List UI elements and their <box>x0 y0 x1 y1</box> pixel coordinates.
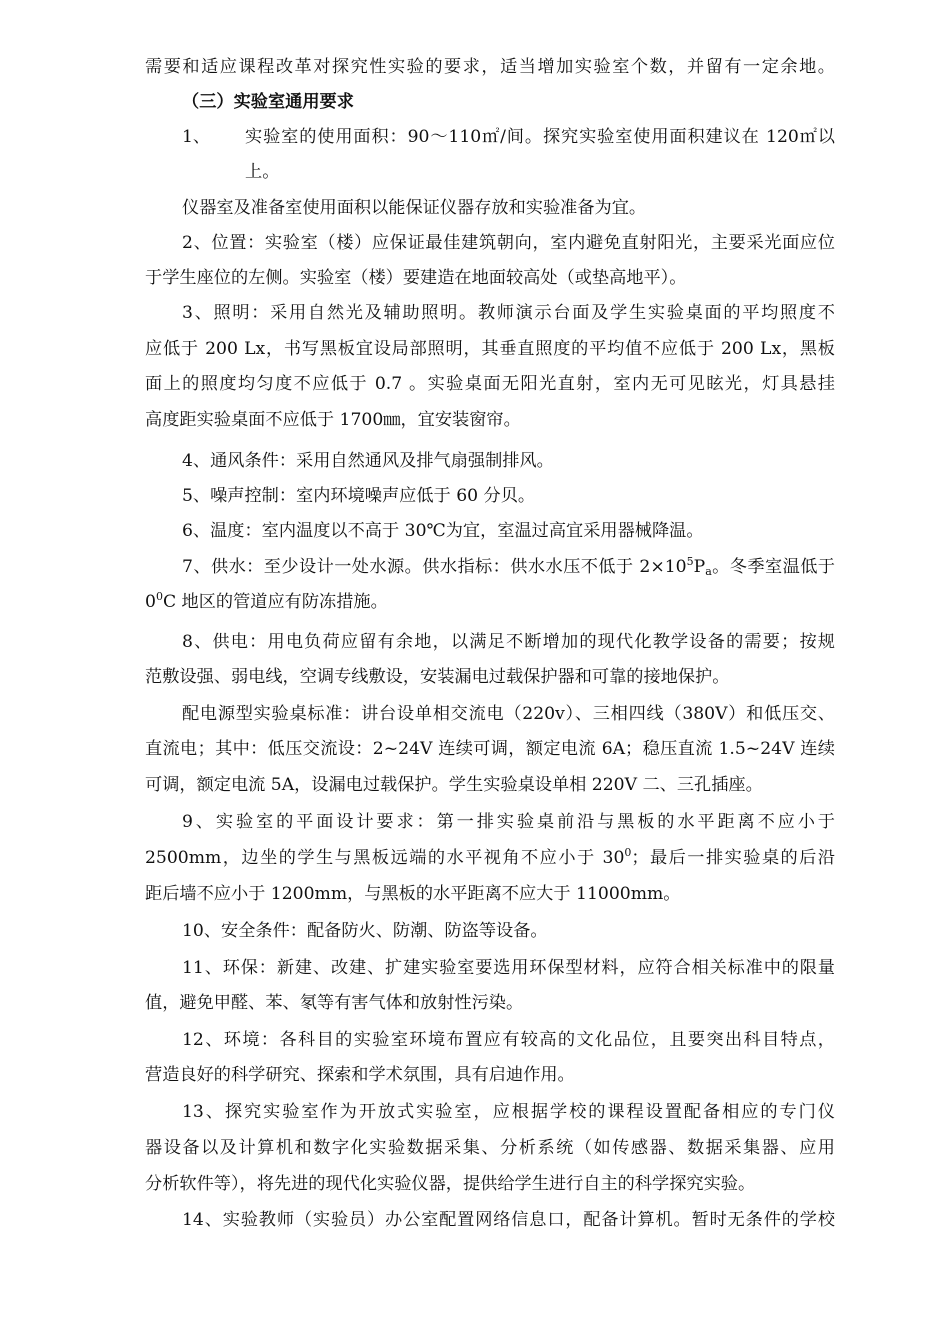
superscript: 5 <box>686 555 694 568</box>
text-segment: 。冬季室温低于 <box>711 557 835 577</box>
text-line: 于学生座位的左侧。实验室（楼）要建造在地面较高处（或垫高地平）。 <box>145 268 687 288</box>
subscript: a <box>705 565 712 578</box>
text-segment: C 地区的管道应有防冻措施。 <box>162 592 388 612</box>
text-line: 上。 <box>245 162 280 182</box>
text-line: 3、照明：采用自然光及辅助照明。教师演示台面及学生实验桌面的平均照度不 <box>182 303 835 323</box>
text-line: 实验室的使用面积：90～110㎡/间。探究实验室使用面积建议在 120㎡以 <box>245 127 835 147</box>
text-segment: 7、供水：至少设计一处水源。供水指标：供水水压不低于 2×10 <box>182 557 687 577</box>
text-line: 11、环保：新建、改建、扩建实验室要选用环保型材料，应符合相关标准中的限量 <box>182 958 835 978</box>
text-line <box>145 847 835 869</box>
text-line: 分析软件等），将先进的现代化实验仪器，提供给学生进行自主的科学探究实验。 <box>145 1174 756 1194</box>
text-line: 8、供电：用电负荷应留有余地，以满足不断增加的现代化教学设备的需要；按规 <box>182 632 835 652</box>
text-line: 13、探究实验室作为开放式实验室，应根据学校的课程设置配备相应的专门仪 <box>182 1102 835 1122</box>
superscript: 0 <box>624 846 632 859</box>
text-line <box>182 556 835 578</box>
text-line: 可调，额定电流 5A，设漏电过载保护。学生实验桌设单相 220V 二、三孔插座。 <box>145 775 763 795</box>
text-line: 直流电；其中：低压交流设：2~24V 连续可调，额定电流 6A；稳压直流 1.5~24V 连续 <box>145 739 835 759</box>
text-line <box>145 591 835 613</box>
text-segment: 2500mm，边坐的学生与黑板远端的水平视角不应小于 30 <box>145 848 625 868</box>
text-line: 9、实验室的平面设计要求：第一排实验桌前沿与黑板的水平距离不应小于 <box>182 812 835 832</box>
text-segment: P <box>693 557 706 577</box>
text-line: 仪器室及准备室使用面积以能保证仪器存放和实验准备为宜。 <box>182 198 647 218</box>
text-line: 2、位置：实验室（楼）应保证最佳建筑朝向，室内避免直射阳光，主要采光面应位 <box>182 233 835 253</box>
list-number: 1、 <box>182 127 211 147</box>
text-line: 应低于 200 Lx，书写黑板宜设局部照明，其垂直照度的平均值不应低于 200 Lx，黑板 <box>145 339 835 359</box>
text-segment: 0 <box>145 592 156 612</box>
superscript: 0 <box>155 590 163 603</box>
section-heading: （三）实验室通用要求 <box>182 92 354 112</box>
text-line: 值，避免甲醛、苯、氡等有害气体和放射性污染。 <box>145 993 524 1013</box>
text-line: 距后墙不应小于 1200mm，与黑板的水平距离不应大于 11000mm。 <box>145 884 681 904</box>
text-segment: ；最后一排实验桌的后沿 <box>631 848 835 868</box>
text-line: 器设备以及计算机和数字化实验数据采集、分析系统（如传感器、数据采集器、应用 <box>145 1138 835 1158</box>
text-line: 范敷设强、弱电线，空调专线敷设，安装漏电过载保护器和可靠的接地保护。 <box>145 667 730 687</box>
text-line: 需要和适应课程改革对探究性实验的要求，适当增加实验室个数，并留有一定余地。 <box>145 57 835 77</box>
text-line: 面上的照度均匀度不应低于 0.7 。实验桌面无阳光直射，室内无可见眩光，灯具悬挂 <box>145 374 835 394</box>
text-line: 配电源型实验桌标准：讲台设单相交流电（220v）、三相四线（380V）和低压交、 <box>182 704 835 724</box>
text-line: 高度距实验桌面不应低于 1700㎜，宜安装窗帘。 <box>145 410 521 430</box>
text-line: 4、通风条件：采用自然通风及排气扇强制排风。 <box>182 451 554 471</box>
text-line: 5、噪声控制：室内环境噪声应低于 60 分贝。 <box>182 486 536 506</box>
text-line: 12、环境：各科目的实验室环境布置应有较高的文化品位，且要突出科目特点， <box>182 1030 835 1050</box>
text-line: 10、安全条件：配备防火、防潮、防盗等设备。 <box>182 921 548 941</box>
text-line: 营造良好的科学研究、探索和学术氛围，具有启迪作用。 <box>145 1065 575 1085</box>
text-line: 6、温度：室内温度以不高于 30℃为宜，室温过高宜采用器械降温。 <box>182 521 704 541</box>
text-line: 14、实验教师（实验员）办公室配置网络信息口，配备计算机。暂时无条件的学校 <box>182 1210 835 1230</box>
